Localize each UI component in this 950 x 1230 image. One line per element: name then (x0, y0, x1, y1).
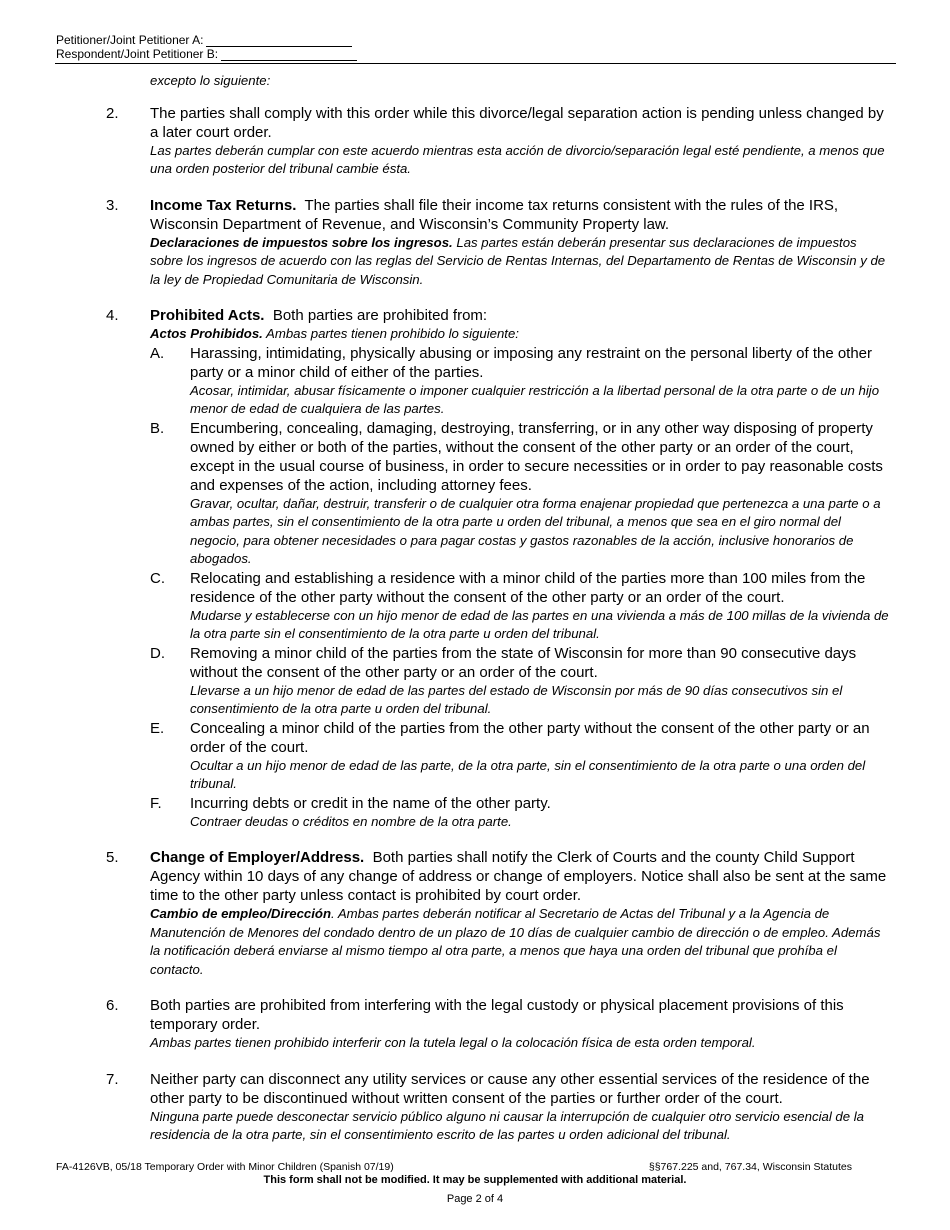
subitem-text-es: Mudarse y establecerse con un hijo menor de edad de las partes en una vivienda a más de 100 millas de la vivienda de la otra parte sin el consentimiento de la otra parte u orden del tribunal. (190, 607, 889, 641)
item-text-en (150, 848, 892, 905)
item-body-es: . Ambas partes deberán notificar al Secretario de Actas del Tribunal y a la Agencia de Manutención de Menores del condado dentro de un plazo de 10 días de cualquier cambio de dirección o de empleo. Además la notificación deberá enviarse al mismo tiempo al otra parte, a menos que haya una orden del tribunal que prohíba el contacto. (150, 906, 881, 977)
item-number: 3. (106, 196, 119, 214)
item-number: 6. (106, 997, 119, 1014)
item-7 (0, 1070, 950, 1145)
petitioner-blank (206, 34, 352, 47)
document-body (0, 72, 950, 1145)
item-body-en: Both parties are prohibited from: (272, 307, 488, 324)
item-heading-en: Change of Employer/Address. (150, 849, 365, 866)
item-heading-es: Actos Prohibidos. (150, 326, 263, 341)
item-text-es: Ninguna parte puede desconectar servicio público alguno ni causar la interrupción de cualquier otro servicio esencial de la residencia de la otra parte, sin el consentimiento escrito de las partes u orden adicional del tribunal. (150, 1108, 865, 1142)
item-text-es (150, 234, 892, 290)
item-number: 5. (106, 849, 119, 866)
subitem-c (150, 569, 892, 644)
subitem-a (150, 344, 892, 419)
subitem-e (150, 719, 892, 794)
subitem-text-es: Llevarse a un hijo menor de edad de las partes del estado de Wisconsin por más de 90 días consecutivos sin el consentimiento de la otra parte u orden del tribunal. (190, 682, 843, 716)
item-text-es: Las partes deberán cumplar con este acuerdo mientras esta acción de divorcio/separación legal esté pendiente, a menos que una orden posterior del tribunal cambie ésta. (150, 142, 885, 176)
item-text-en (150, 196, 892, 234)
item-text-es (150, 905, 892, 979)
item-body-es: Ambas partes tienen prohibido lo siguiente: (266, 326, 519, 341)
respondent-blank (221, 48, 357, 61)
petitioner-label: Petitioner/Joint Petitioner A: (56, 33, 204, 47)
subitem-text-es: Contraer deudas o créditos en nombre de la otra parte. (190, 813, 512, 829)
item-body-en: The parties shall file their income tax returns consistent with the rules of the IRS, Wisconsin Department of Revenue, and Wisconsin’s Community Property law. (150, 196, 839, 233)
item-body-es: Las partes están deberán presentar sus declaraciones de impuestos sobre los ingresos de acuerdo con las reglas del Servicio de Rentas Internas, del Departamento de Rentas de Wisconsin y de la ley de Propiedad Comunitaria de Wisconsin. (150, 234, 886, 287)
item-text-en: The parties shall comply with this order while this divorce/legal separation action is pending unless changed by a later court order. (150, 104, 884, 141)
item-3-income-tax-returns (0, 196, 950, 290)
item-4-prohibited-acts (0, 306, 950, 831)
statutes-reference: §§767.225 and, 767.34, Wisconsin Statutes (648, 1161, 852, 1173)
subitem-letter: D. (150, 644, 165, 662)
header-divider (55, 63, 896, 64)
item-2 (0, 104, 950, 179)
intro-text: excepto lo siguiente: (150, 73, 271, 88)
subitem-f (150, 794, 892, 832)
subitem-text-es: Acosar, intimidar, abusar físicamente o imponer cualquier restricción a la libertad personal de la otra parte o de un hijo menor de edad de cualquiera de las partes. (190, 382, 880, 416)
item-heading-en: Income Tax Returns. (150, 196, 297, 214)
subitem-text-en: Concealing a minor child of the parties from the other party without the consent of the other party or an order of the court. (190, 719, 870, 756)
subitem-text-en: Encumbering, concealing, damaging, destroying, transferring, or in any other way disposing of property owned by either or both of the parties, without the consent of the other party or an order of the court, except in the usual course of business, in order to secure necessities or in order to pay reasonable costs and expenses of the action, including attorney fees. (190, 419, 883, 494)
subitem-letter: C. (150, 569, 165, 587)
item-heading-en: Prohibited Acts. (150, 307, 265, 324)
subitem-letter: A. (150, 344, 165, 362)
subitem-text-es: Gravar, ocultar, dañar, destruir, transferir o de cualquier otra forma enajenar propiedad que pertenezca a una parte o a ambas partes, sin el consentimiento de la otra parte u orden del tribunal, a menos que sea en el giro normal del negocio, para obtener necesidades o para pagar costas y gastos razonables de la acción, inclusive honorarios de abogados. (190, 495, 881, 566)
item-number: 4. (106, 307, 119, 324)
respondent-label: Respondent/Joint Petitioner B: (56, 47, 219, 61)
subitem-text-en: Incurring debts or credit in the name of the other party. (190, 794, 551, 812)
subitem-letter: F. (150, 794, 162, 812)
subitem-b (150, 419, 892, 569)
subitem-letter: B. (150, 419, 165, 437)
modification-notice: This form shall not be modified. It may be supplemented with additional material. (263, 1174, 687, 1186)
form-id: FA-4126VB, 05/18 Temporary Order with Minor Children (Spanish 07/19) (56, 1161, 394, 1173)
case-caption (56, 33, 357, 61)
item-body-en: Both parties shall notify the Clerk of Courts and the county Child Support Agency within 10 days of any change of address or change of employers. Notice shall also be sent at the same time to the other party unless contact is prohibited by court order. (150, 849, 887, 904)
item-text-es: Ambas partes tienen prohibido interferir con la tutela legal o la colocación física de esta orden temporal. (150, 1035, 756, 1050)
page-number: Page 2 of 4 (446, 1193, 504, 1205)
item-text-en (150, 306, 892, 325)
item-heading-es: Declaraciones de impuestos sobre los ingresos. (150, 234, 453, 250)
subitem-text-en: Removing a minor child of the parties from the state of Wisconsin for more than 90 consecutive days without the consent of the other party or an order of the court. (190, 644, 857, 681)
subitem-text-en: Harassing, intimidating, physically abusing or imposing any restraint on the personal liberty of the other party or a minor child of either of the parties. (190, 344, 873, 381)
item-text-en: Neither party can disconnect any utility services or cause any other essential services of the residence of the other party to be discontinued without written consent of the parties or further order of the court. (150, 1070, 870, 1107)
subitem-text-es: Ocultar a un hijo menor de edad de las parte, de la otra parte, sin el consentimiento de la otra parte o una orden del tribunal. (190, 757, 866, 791)
item-5-change-of-employer (0, 848, 950, 979)
item-number: 2. (106, 104, 119, 122)
item-text-es (150, 325, 892, 344)
item-heading-es: Cambio de empleo/Dirección (150, 906, 332, 921)
item-text-en: Both parties are prohibited from interfering with the legal custody or physical placement provisions of this temporary order. (150, 997, 844, 1033)
subitem-letter: E. (150, 719, 165, 737)
subitem-d (150, 644, 892, 719)
item-6 (0, 996, 950, 1053)
subitem-text-en: Relocating and establishing a residence with a minor child of the parties more than 100 miles from the residence of the other party without the consent of the other party or an order of the court. (190, 569, 866, 606)
item-number: 7. (106, 1070, 119, 1088)
